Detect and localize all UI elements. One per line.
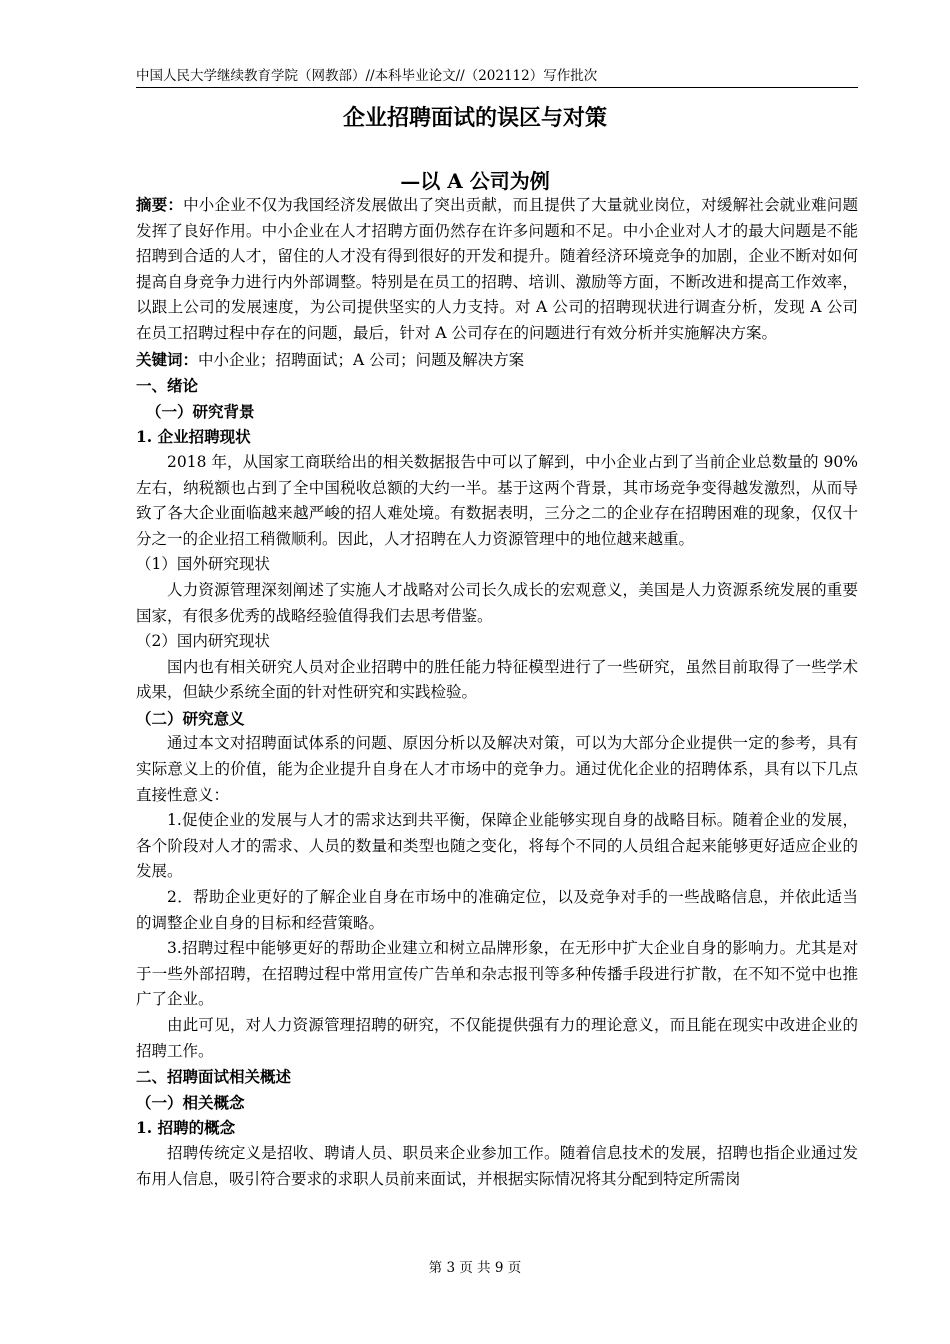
section-heading: 二、招聘面试相关概述 [136,1067,292,1087]
paragraph: 国内也有相关研究人员对企业招聘中的胜任能力特征模型进行了一些研究，虽然目前取得了一些学术成果，但缺少系统全面的针对性研究和实践检验。 [136,657,858,702]
subsection-heading: （一）相关概念 [136,1092,245,1112]
subsubsection-heading: 1. 招聘的概念 [136,1118,236,1138]
subsection-heading: （二）研究意义 [136,708,245,728]
keywords [136,347,858,374]
paragraph: 由此可见，对人力资源管理招聘的研究，不仅能提供强有力的理论意义，而且能在现实中改进企业的招聘工作。 [136,1016,858,1060]
paper-title: 企业招聘面试的误区与对策 [342,105,607,131]
abstract-label: 摘要： [136,195,184,214]
paragraph: 招聘传统定义是招收、聘请人员、职员来企业参加工作。随着信息技术的发展，招聘也指企业通过发布用人信息，吸引符合要求的求职人员前来面试，并根据实际情况将其分配到特定所需岗 [136,1143,858,1188]
paragraph: 通过本文对招聘面试体系的问题、原因分析以及解决对策，可以为大部分企业提供一定的参考，具有实际意义上的价值，能为企业提升自身在人才市场中的竞争力。通过优化企业的招聘体系，具有以下几点直接性意义： [136,734,858,804]
paragraph: 人力资源管理深刻阐述了实施人才战略对公司长久成长的宏观意义，美国是人力资源系统发展的重要国家，有很多优秀的战略经验值得我们去思考借鉴。 [136,580,858,625]
list-item: 1.促使企业的发展与人才的需求达到共平衡，保障企业能够实现自身的战略目标。随着企业的发展，各个阶段对人才的需求、人员的数量和类型也随之变化，将每个不同的人员组合起来能够更好适应企业的发展。 [136,811,858,881]
list-item: 2．帮助企业更好的了解企业自身在市场中的准确定位，以及竞争对手的一些战略信息，并依此适当的调整企业自身的目标和经营策略。 [136,888,858,932]
running-header: 中国人民大学继续教育学院（网教部）//本科毕业论文//（202112）写作批次 [136,66,858,88]
paragraph: 2018 年，从国家工商联给出的相关数据报告中可以了解到，中小企业占到了当前企业总数量的 90%左右，纳税额也占到了全中国税收总额的大约一半。基于这两个背景，其市场竞争变得越发激烈，从而导致了各大企业面临越来越严峻的招人难处境。有数据表明，三分之二的企业存在招聘困难的现象，仅仅十分之一的企业招工稍微顺利。因此，人才招聘在人力资源管理中的地位越来越重。 [136,452,858,548]
paragraph-heading: （1）国外研究现状 [136,555,270,574]
abstract [136,192,858,347]
abstract-text: 中小企业不仅为我国经济发展做出了突出贡献，而且提供了大量就业岗位，对缓解社会就业难问题发挥了良好作用。中小企业在人才招聘方面仍然存在许多问题和不足。中小企业对人才的最大问题是不能招聘到合适的人才，留住的人才没有得到很好的开发和提升。随着经济环境竞争的加剧，企业不断对如何提高自身竞争力进行内外部调整。特别是在员工的招聘、培训、激励等方面，不断改进和提高工作效率，以跟上公司的发展速度，为公司提供坚实的人力支持。对 A 公司的招聘现状进行调查分析，发现 A 公司在员工招聘过程中存在的问题，最后，针对 A 公司存在的问题进行有效分析并实施解决方案。 [136,196,858,342]
subsection-heading: （一）研究背景 [146,401,255,421]
page-number: 第 3 页 共 9 页 [428,1260,522,1276]
keywords-text: 中小企业；招聘面试；A 公司；问题及解决方案 [198,350,525,369]
subsubsection-heading: 1. 企业招聘现状 [136,427,251,447]
keywords-label: 关键词： [136,349,199,369]
list-item: 3.招聘过程中能够更好的帮助企业建立和树立品牌形象，在无形中扩大企业自身的影响力。尤其是对于一些外部招聘，在招聘过程中常用宣传广告单和杂志报刊等多种传播手段进行扩散，在不知不觉中也推广了企业。 [136,939,858,1009]
paragraph-heading: （2）国内研究现状 [136,632,270,651]
paper-subtitle: —以 A 公司为例 [400,169,550,193]
page-body [136,192,858,1192]
section-heading: 一、绪论 [136,376,199,396]
